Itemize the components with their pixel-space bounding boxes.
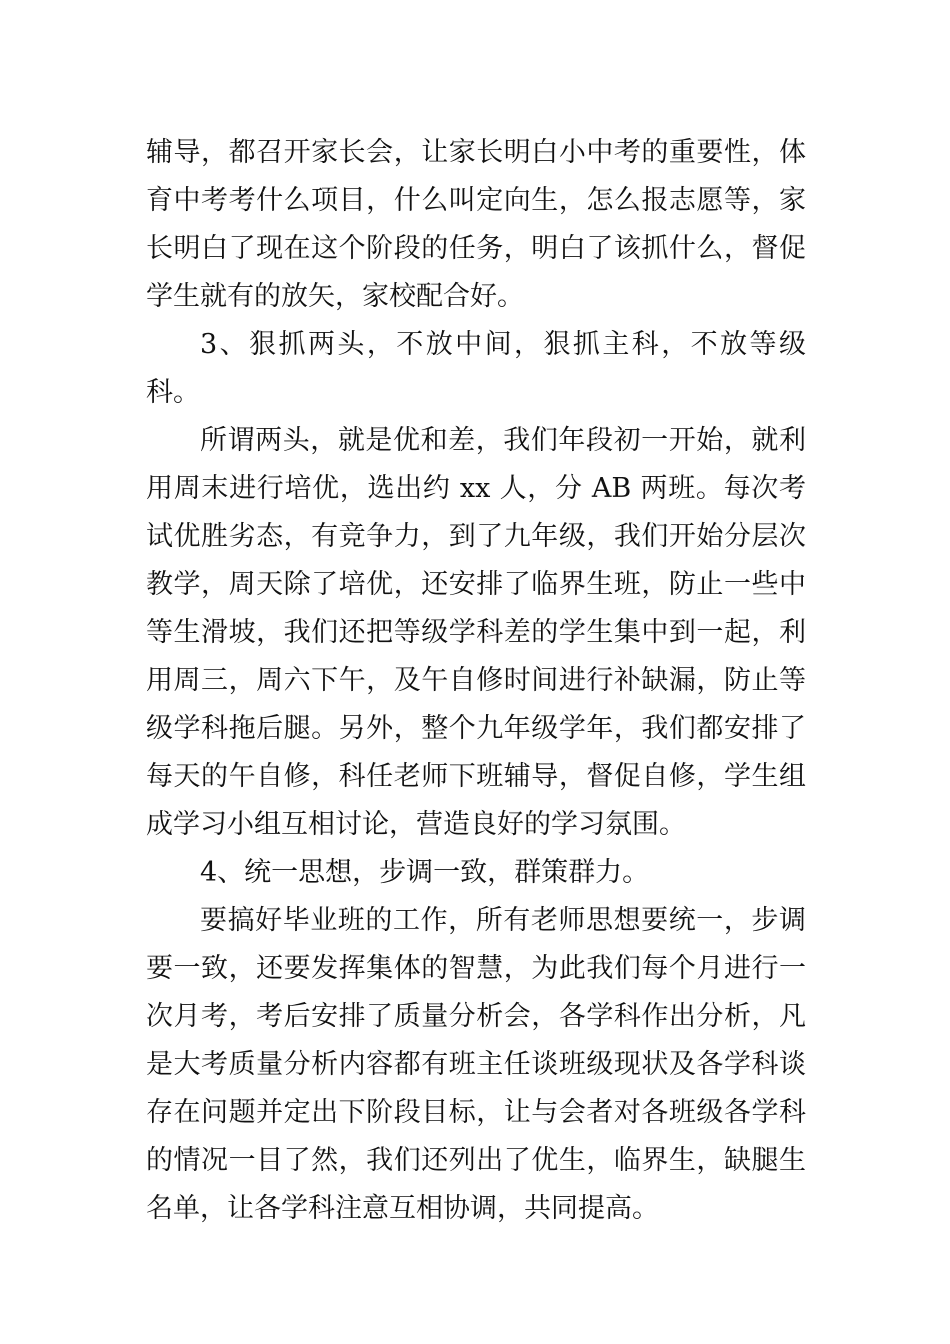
section-heading-4: 4、统一思想，步调一致，群策群力。 xyxy=(200,857,650,888)
section-heading-3: 3、狠抓两头，不放中间，狠抓主科，不放等级科。 xyxy=(146,329,806,408)
paragraph-two-ends: 所谓两头，就是优和差，我们年段初一开始，就利用周末进行培优，选出约 xx 人，分 AB 两班。每次考试优胜劣态，有竞争力，到了九年级，我们开始分层次教学，周天除了培优，还安排了临界生班，防止一些中等生滑坡，我们还把等级学科差的学生集中到一起，利用周三，周六下午，及午自修时间进行补缺漏，防止等级学科拖后腿。另外，整个九年级学年，我们都安排了每天的午自修，科任老师下班辅导，督促自修，学生组成学习小组互相讨论，营造良好的学习氛围。 xyxy=(146,425,806,840)
paragraph-unified-thinking: 要搞好毕业班的工作，所有老师思想要统一，步调要一致，还要发挥集体的智慧，为此我们每个月进行一次月考，考后安排了质量分析会，各学科作出分析，凡是大考质量分析内容都有班主任谈班级现状及各学科谈存在问题并定出下阶段目标，让与会者对各班级各学科的情况一目了然，我们还列出了优生，临界生，缺腿生名单，让各学科注意互相协调，共同提高。 xyxy=(146,905,806,1224)
paragraph-continuation: 辅导，都召开家长会，让家长明白小中考的重要性，体育中考考什么项目，什么叫定向生，怎么报志愿等，家长明白了现在这个阶段的任务，明白了该抓什么，督促学生就有的放矢，家校配合好。 xyxy=(146,137,806,312)
document-body xyxy=(146,129,806,1233)
